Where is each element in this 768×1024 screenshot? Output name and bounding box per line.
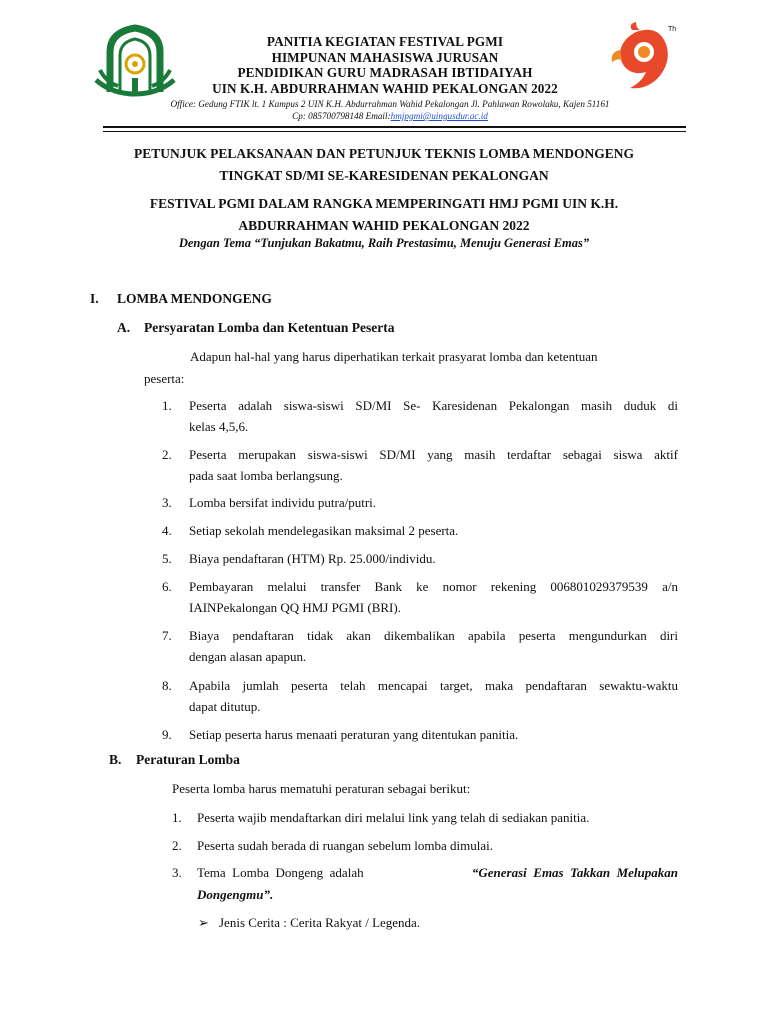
section-number: I.: [90, 291, 99, 306]
header-divider-thick: [103, 126, 686, 128]
rule-item-3: [197, 862, 678, 884]
bullet-arrow-icon: ➢: [198, 915, 209, 930]
subsection-a-letter: A.: [117, 320, 131, 335]
theme-line: Dengan Tema “Tunjukan Bakatmu, Raih Prestasimu, Menuju Generasi Emas”: [178, 236, 590, 250]
requirement-item-line-1: Apabila jumlah peserta telah mencapai target, maka pendaftaran sewaktu-waktu: [189, 678, 678, 693]
letterhead-title: [180, 34, 590, 96]
subsection-b-intro: Peserta lomba harus mematuhi peraturan sebagai berikut:: [172, 781, 471, 796]
rule-item-3-emphasis-2: Dongengmu”.: [197, 887, 274, 902]
list-number: 3.: [162, 495, 172, 510]
university-logo-icon: [92, 22, 178, 100]
requirement-item-line-2: IAINPekalongan QQ HMJ PGMI (BRI).: [189, 600, 401, 615]
subsection-a-intro-line-1: Adapun hal-hal yang harus diperhatikan terkait prasyarat lomba dan ketentuan: [190, 349, 598, 364]
list-number: 4.: [162, 523, 172, 538]
contact-prefix: Cp: 085700798148 Email:: [292, 111, 391, 121]
rule-item: Peserta wajib mendaftarkan diri melalui link yang telah di sediakan panitia.: [197, 810, 590, 825]
rule-item-3-prefix: Tema Lomba Dongeng adalah: [197, 865, 364, 880]
office-address-line: Office: Gedung FTIK lt. 1 Kampus 2 UIN K.H. Abdurrahman Wahid Pekalongan Jl. Pahlawan Rowolaku, Kajen 51161: [170, 99, 610, 109]
letterhead-line-1: PANITIA KEGIATAN FESTIVAL PGMI: [266, 34, 504, 49]
letterhead-line-3: PENDIDIKAN GURU MADRASAH IBTIDAIYAH: [237, 65, 533, 80]
letterhead-line-2: HIMPUNAN MAHASISWA JURUSAN: [271, 49, 499, 65]
email-link[interactable]: hmjpgmi@uingusdur.ac.id: [390, 111, 488, 121]
list-number: 1.: [172, 810, 182, 825]
title-line-2: TINGKAT SD/MI SE-KARESIDENAN PEKALONGAN: [219, 168, 549, 183]
requirement-item-line-1: Setiap peserta harus menaati peraturan yang ditentukan panitia.: [189, 727, 519, 742]
subtitle-line-1: FESTIVAL PGMI DALAM RANGKA MEMPERINGATI HMJ PGMI UIN K.H.: [149, 196, 619, 211]
section-title: LOMBA MENDONGENG: [117, 291, 272, 306]
list-number: 2.: [162, 447, 172, 462]
requirement-item-line-1: Setiap sekolah mendelegasikan maksimal 2 peserta.: [189, 523, 459, 538]
subsection-a-title: Persyaratan Lomba dan Ketentuan Peserta: [144, 320, 395, 335]
list-number: 5.: [162, 551, 172, 566]
list-number: 3.: [172, 865, 182, 880]
requirement-item-line-2: pada saat lomba berlangsung.: [189, 468, 343, 483]
subsection-b-title: Peraturan Lomba: [136, 752, 240, 767]
header-divider-thin: [103, 131, 686, 132]
contact-line: [60, 110, 720, 122]
requirement-item-line-2: kelas 4,5,6.: [189, 419, 249, 434]
list-number: 9.: [162, 727, 172, 742]
subsection-a-intro-line-2: peserta:: [144, 371, 185, 386]
requirement-item-line-1: Lomba bersifat individu putra/putri.: [189, 495, 377, 510]
rule-item-3-emphasis: “Generasi Emas Takkan Melupakan: [471, 865, 678, 880]
subsection-b-letter: B.: [109, 752, 122, 767]
rule-item: Peserta sudah berada di ruangan sebelum lomba dimulai.: [197, 838, 494, 853]
document-title: [40, 143, 728, 187]
requirement-item-line-1: Pembayaran melalui transfer Bank ke nomor rekening 006801029379539 a/n: [189, 579, 678, 594]
subtitle-line-2: ABDURRAHMAN WAHID PEKALONGAN 2022: [238, 218, 530, 233]
trademark-label: Th: [668, 26, 677, 33]
requirement-item-line-1: Peserta merupakan siswa-siswi SD/MI yang masih terdaftar sebagai siswa aktif: [189, 447, 678, 462]
requirement-item-line-2: dengan alasan apapun.: [189, 649, 307, 664]
list-number: 7.: [162, 628, 172, 643]
list-number: 1.: [162, 398, 172, 413]
bullet-text: Jenis Cerita : Cerita Rakyat / Legenda.: [219, 915, 421, 930]
list-number: 6.: [162, 579, 172, 594]
letterhead-line-4: UIN K.H. ABDURRAHMAN WAHID PEKALONGAN 2022: [212, 80, 558, 96]
requirement-item-line-1: Biaya pendaftaran tidak akan dikembalikan apabila peserta mengundurkan diri: [189, 628, 678, 643]
requirement-item-line-1: Peserta adalah siswa-siswi SD/MI Se- Karesidenan Pekalongan masih duduk di: [189, 398, 678, 413]
list-number: 8.: [162, 678, 172, 693]
requirement-item-line-2: dapat ditutup.: [189, 699, 261, 714]
requirement-item-line-1: Biaya pendaftaran (HTM) Rp. 25.000/individu.: [189, 551, 436, 566]
list-number: 2.: [172, 838, 182, 853]
title-line-1: PETUNJUK PELAKSANAAN DAN PETUNJUK TEKNIS LOMBA MENDONGENG: [133, 146, 635, 161]
document-subtitle: [40, 193, 728, 237]
office-address: [60, 98, 720, 122]
